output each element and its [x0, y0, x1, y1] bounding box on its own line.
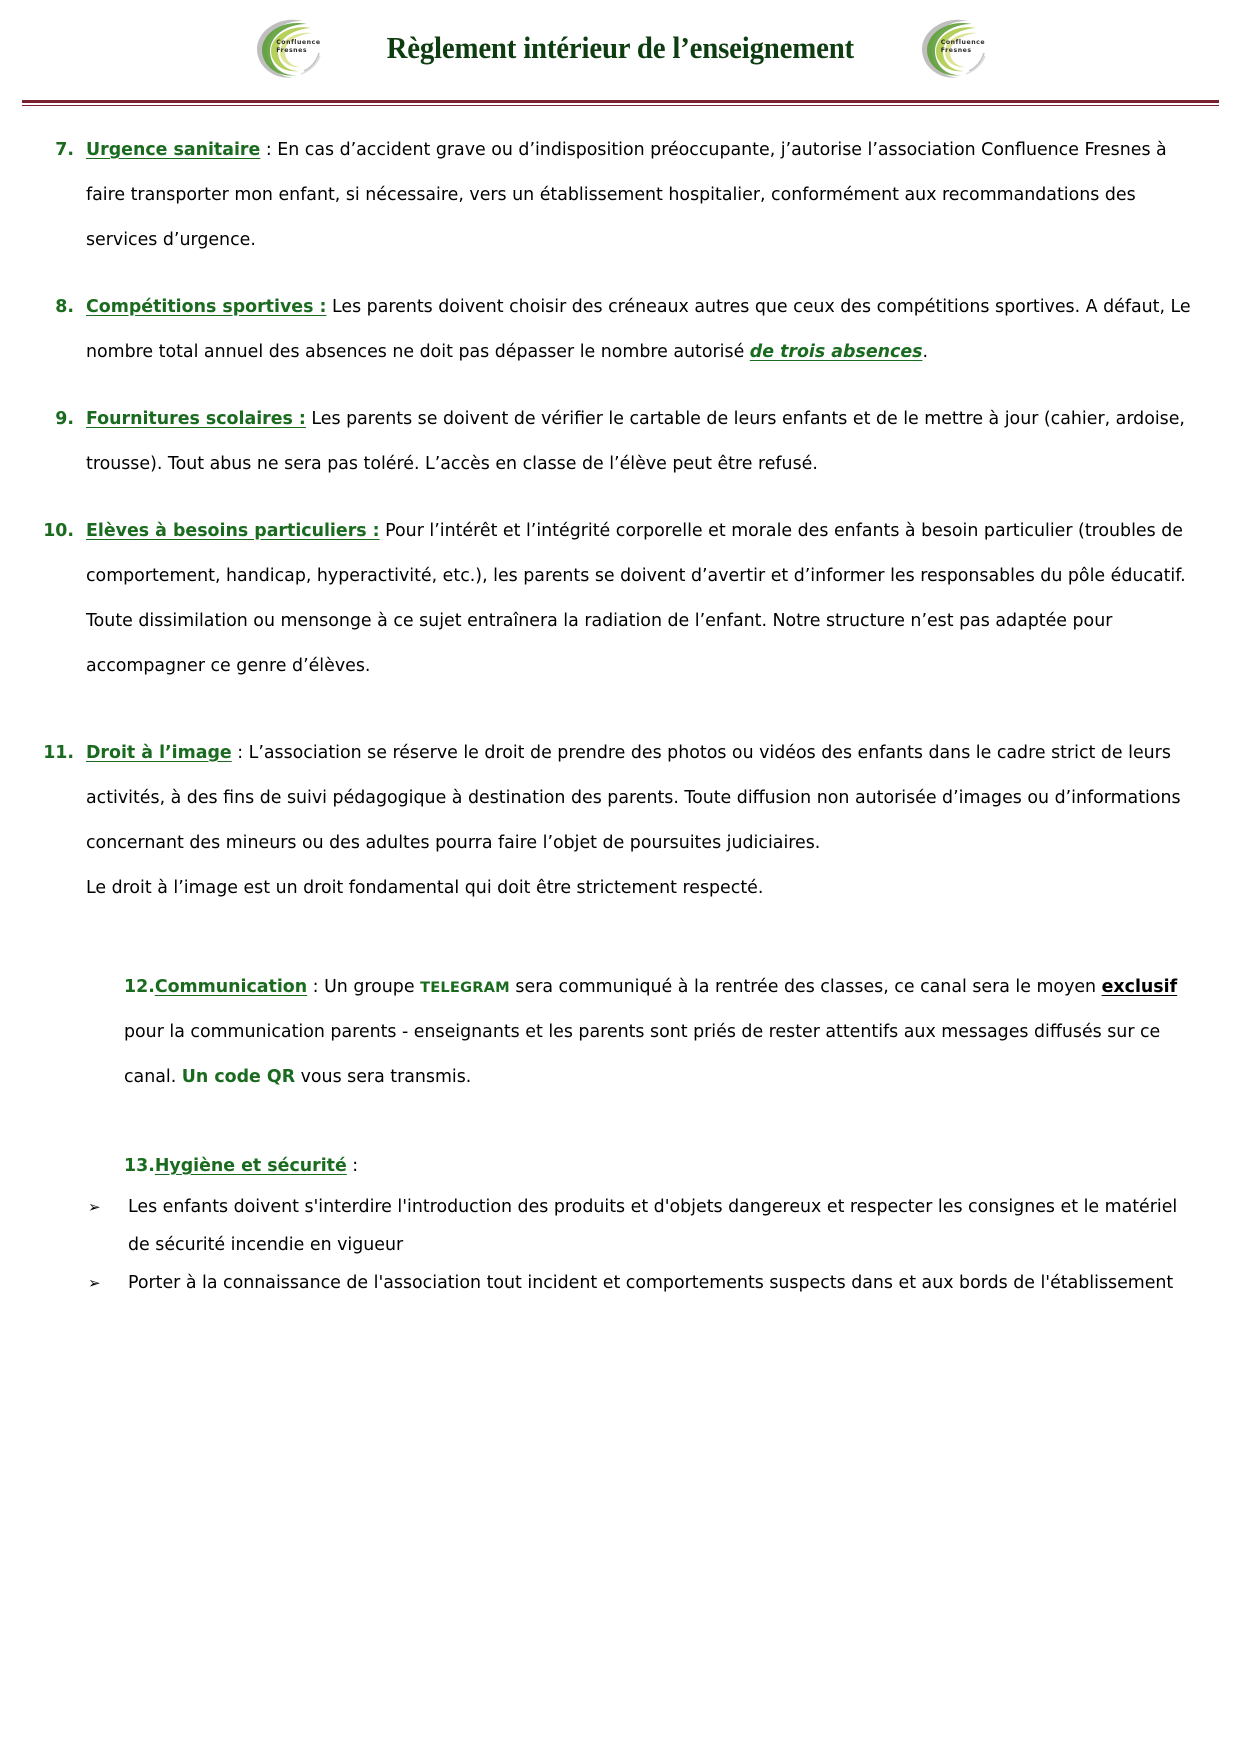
confluence-fresnes-logo-left	[249, 11, 327, 85]
clause-number: 10.	[43, 521, 74, 541]
clause-text-part1: Un groupe	[324, 977, 421, 997]
list-item-text: Les enfants doivent s'interdire l'introduction des produits et d'objets dangereux et respecter les consignes et le matériel de sécurité incendie en vigueur	[128, 1197, 1178, 1255]
clause-extra-line: Le droit à l’image est un droit fondamental qui doit être strictement respecté.	[86, 878, 764, 898]
clause-text: Pour l’intérêt et l’intégrité corporelle et morale des enfants à besoin particulier (troubles de comportement, handicap, hyperactivité, etc.), les parents se doivent d’avertir et d’informer les responsables du pôle éducatif. Toute dissimilation ou mensonge à ce sujet entraînera la radiation de l’enfant. Notre structure n’est pas adaptée pour accompagner ce genre d’élèves.	[86, 521, 1186, 676]
clause-lead: Urgence sanitaire	[86, 140, 261, 160]
clause-number: 8.	[55, 297, 74, 317]
clause-tail: .	[922, 342, 928, 362]
telegram-app-name: TELEGRAM	[420, 979, 510, 996]
clause-text: L’association se réserve le droit de prendre des photos ou vidéos des enfants dans le cadre strict de leurs activités, à des fins de suivi pédagogique à destination des parents. Toute diffusion non autorisée d’images ou d’informations concernant des mineurs ou des adultes pourra faire l’objet de poursuites judiciaires.	[86, 743, 1181, 853]
clause-lead: Compétitions sportives :	[86, 297, 327, 317]
clause-emphasis: de trois absences	[749, 342, 923, 362]
clause-lead: Communication	[154, 977, 308, 997]
logo-wordmark-line1: Confluence	[940, 39, 986, 46]
logo-wordmark-line1: Confluence	[276, 39, 321, 46]
clause-number: 7.	[55, 140, 74, 160]
clause-text-part3: pour la communication parents - enseignants et les parents sont priés de rester attentifs aux messages diffusés sur ce canal.	[124, 1022, 1161, 1087]
clause-separator: :	[231, 743, 249, 763]
document-body	[0, 106, 1241, 1302]
clause-item-10	[38, 509, 1195, 689]
document-header	[0, 0, 1241, 96]
logo-wordmark-line2: Fresnes	[276, 46, 308, 54]
clause-number: 12.	[124, 977, 155, 997]
clause-item-9	[38, 397, 1195, 487]
clause-text-part2: sera communiqué à la rentrée des classes, ce canal sera le moyen	[509, 977, 1102, 997]
header-divider	[22, 100, 1219, 106]
clause-body	[86, 128, 1195, 263]
clause-body	[86, 285, 1195, 375]
header-divider-thin	[22, 105, 1219, 106]
clause-body	[86, 731, 1195, 911]
clause-item-11	[38, 731, 1195, 911]
clause-lead: Fournitures scolaires :	[86, 409, 306, 429]
clause-lead: Elèves à besoins particuliers :	[86, 521, 380, 541]
logo-wordmark	[941, 39, 985, 55]
clause-item-7	[38, 128, 1195, 263]
clause-body	[86, 397, 1195, 487]
clause-body	[86, 509, 1195, 689]
qr-code-note: Un code QR	[181, 1067, 296, 1087]
arrow-bullet-icon: ➢	[88, 1198, 101, 1216]
clause-separator: :	[346, 1156, 359, 1176]
clause-text: Les parents doivent choisir des créneaux autres que ceux des compétitions sportives. A défaut, Le nombre total annuel des absences ne doit pas dépasser le nombre autorisé	[86, 297, 1191, 362]
list-item-text: Porter à la connaissance de l'association tout incident et comportements suspects dans et aux bords de l'établissement	[128, 1273, 1174, 1293]
clause-text-part4: vous sera transmis.	[295, 1067, 472, 1087]
clause-number: 11.	[43, 743, 74, 763]
clause-emphasis-exclusif: exclusif	[1101, 977, 1178, 997]
list-item	[88, 1264, 1195, 1302]
clause-separator: :	[307, 977, 325, 997]
arrow-bullet-icon: ➢	[88, 1274, 101, 1292]
clause-lead: Droit à l’image	[86, 743, 232, 763]
clause-item-12	[38, 965, 1195, 1100]
clause-item-13-heading	[38, 1146, 1195, 1186]
header-divider-thick	[22, 100, 1219, 103]
clause-number: 9.	[55, 409, 74, 429]
hygiene-bullet-list	[38, 1188, 1195, 1302]
clause-text: Les parents se doivent de vérifier le cartable de leurs enfants et de le mettre à jour (cahier, ardoise, trousse). Tout abus ne sera pas toléré. L’accès en classe de l’élève peut être refusé.	[86, 409, 1185, 474]
confluence-fresnes-logo-right	[914, 11, 992, 85]
clause-item-8	[38, 285, 1195, 375]
clause-separator: :	[260, 140, 278, 160]
clause-lead: Hygiène et sécurité	[154, 1156, 347, 1176]
list-item	[88, 1188, 1195, 1264]
logo-wordmark	[276, 39, 320, 55]
page-title: Règlement intérieur de l’enseignement	[386, 30, 855, 65]
logo-wordmark-line2: Fresnes	[940, 46, 972, 54]
clause-text: En cas d’accident grave ou d’indisposition préoccupante, j’autorise l’association Confluence Fresnes à faire transporter mon enfant, si nécessaire, vers un établissement hospitalier, conformément aux recommandations des services d’urgence.	[86, 140, 1167, 250]
clause-number: 13.	[124, 1156, 155, 1176]
